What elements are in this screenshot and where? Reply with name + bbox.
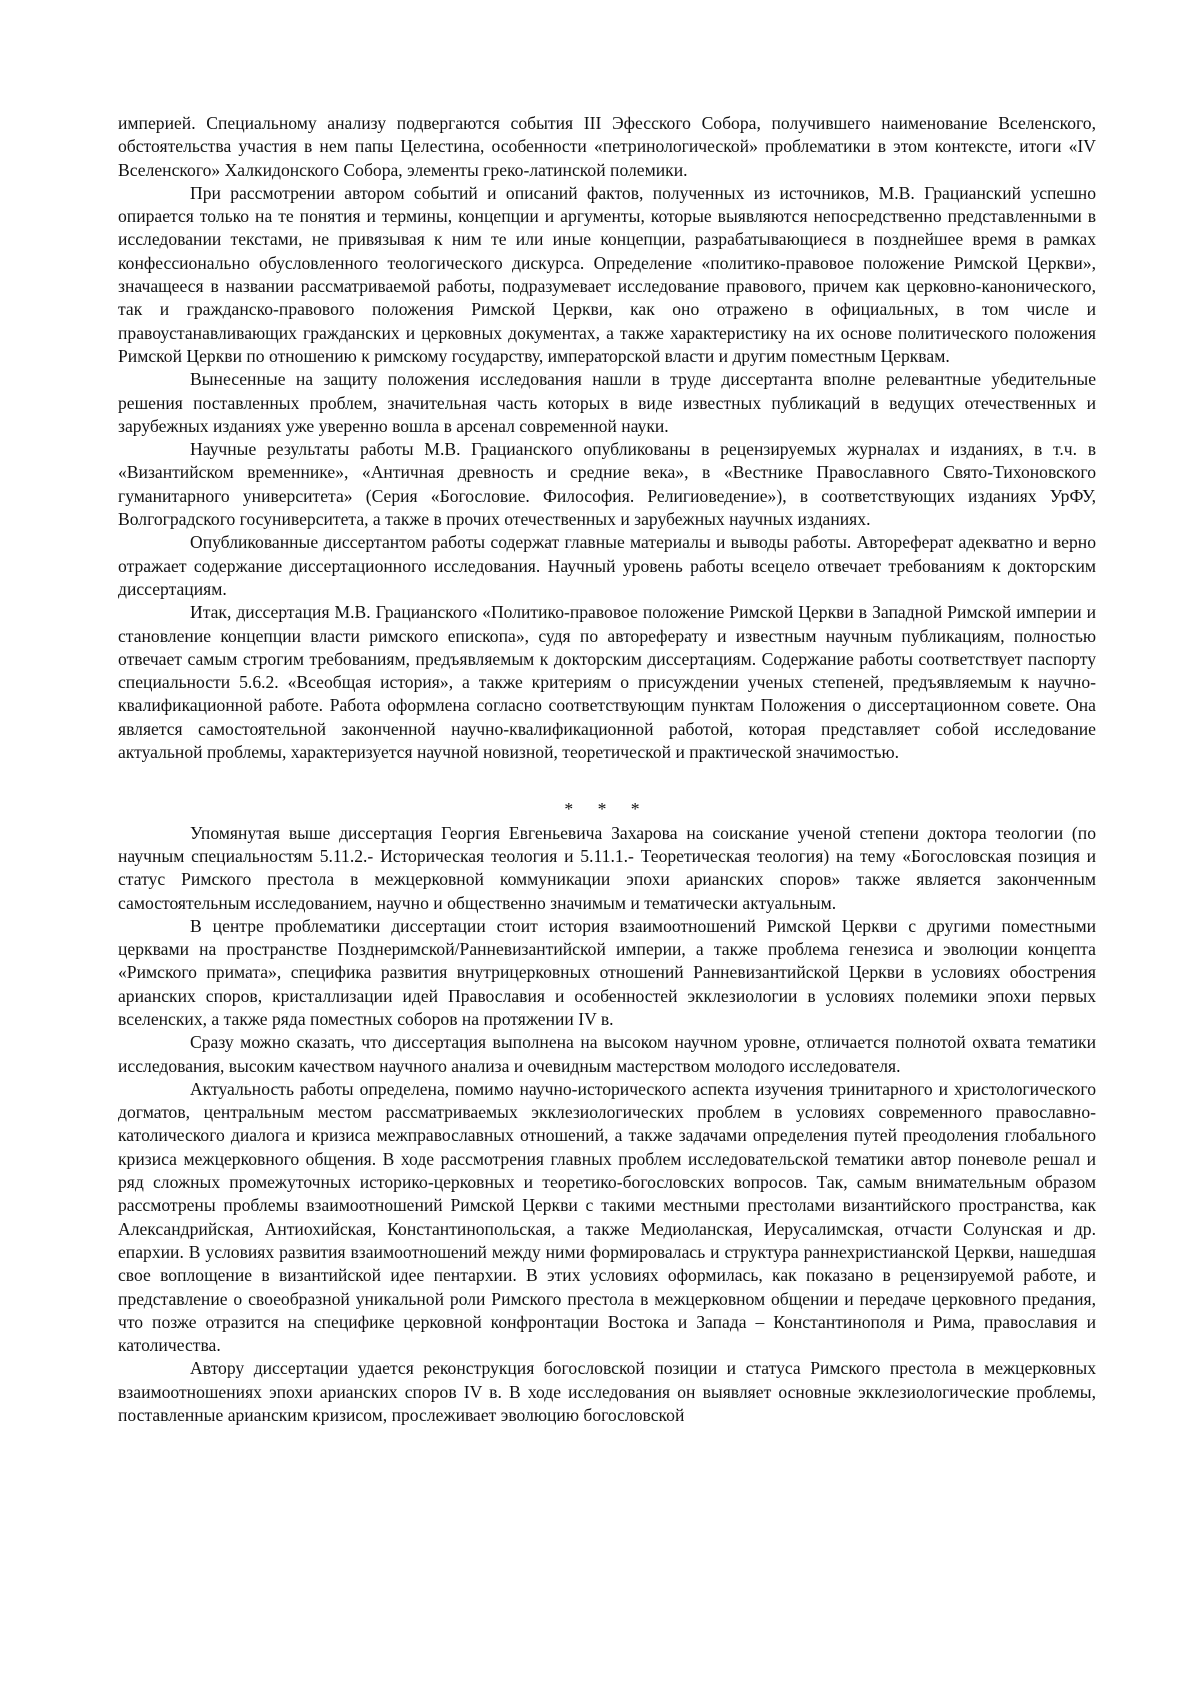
paragraph-conclusion: Итак, диссертация М.В. Грацианского «Политико-правовое положение Римской Церкви в Западной Римской империи и становление концепции власти римского епископа», судя по автореферату и известным научным публикациям, полностью отвечает самым строгим требованиям, предъявляемым к докторским диссертациям. Содержание работы соответствует паспорту специальности 5.6.2. «Всеобщая история», а также критериям о присуждении ученых степеней, предъявляемым к научно-квалификационной работе. Работа оформлена согласно соответствующим пунктам Положения о диссертационном совете. Она является самостоятельной законченной научно-квалификационной работой, которая представляет собой исследование актуальной проблемы, характеризуется научной новизной, теоретической и практической значимостью. — [118, 602, 1096, 763]
paragraph-defense-positions: Вынесенные на защиту положения исследования нашли в труде диссертанта вполне релевантные убедительные решения поставленных проблем, значительная часть которых в виде известных публикаций в ведущих отечественных и зарубежных изданиях уже уверенно вошла в арсенал современной науки. — [118, 369, 1096, 436]
section-divider: * * * — [564, 799, 650, 820]
paragraph-publications: Научные результаты работы М.В. Грацианского опубликованы в рецензируемых журналах и изданиях, в т.ч. в «Византийском временнике», «Античная древность и средние века», в «Вестнике Православного Свято-Тихоновского гуманитарного университета» (Серия «Богословие. Философия. Религиоведение»), в соответствующих изданиях УрФУ, Волгоградского госуниверситета, а также в прочих отечественных и зарубежных научных изданиях. — [118, 439, 1096, 530]
paragraph-reconstruction: Автору диссертации удается реконструкция богословской позиции и статуса Римского престола в межцерковных взаимоотношениях эпохи арианских споров IV в. В ходе исследования он выявляет основные экклезиологические проблемы, поставленные арианским кризисом, прослеживает эволюцию богословской — [118, 1358, 1096, 1426]
paragraph-abstract: Опубликованные диссертантом работы содержат главные материалы и выводы работы. Автореферат адекватно и верно отражает содержание диссертационного исследования. Научный уровень работы всецело отвечает требованиям к докторским диссертациям. — [118, 532, 1096, 599]
paragraph-relevance: Актуальность работы определена, помимо научно-исторического аспекта изучения тринитарного и христологического догматов, центральным местом рассматриваемых экклезиологических проблем в условиях современного православно-католического диалога и кризиса межправославных отношений, а также задачами определения путей преодоления глобального кризиса межцерковного общения. В ходе рассмотрения главных проблем исследовательской тематики автор поневоле решал и ряд сложных промежуточных историко-церковных и теоретико-богословских вопросов. Так, самым внимательным образом рассмотрены проблемы взаимоотношений Римской Церкви с такими местными престолами византийского пространства, как Александрийская, Антиохийская, Константинопольская, а также Медиоланская, Иерусалимская, отчасти Солунская и др. епархии. В условиях развития взаимоотношений между ними формировалась и структура раннехристианской Церкви, нашедшая свое воплощение в византийской идее пентархии. В этих условиях оформилась, как показано в рецензируемой работе, и представление о своеобразной уникальной роли Римского престола в межцерковном общении и передаче церковного предания, что позже отразится на специфике церковной конфронтации Востока и Запада – Константинополя и Рима, православия и католичества. — [118, 1078, 1096, 1356]
paragraph-sources-analysis: При рассмотрении автором событий и описаний фактов, полученных из источников, М.В. Грацианский успешно опирается только на те понятия и термины, концепции и аргументы, которые выявляются непосредственно представленными в исследовании текстами, не привязывая к ним те или иные концепции, разрабатывающиеся в позднейшее время в рамках конфессионально обусловленного теологического дискурса. Определение «политико-правовое положение Римской Церкви», значащееся в названии рассматриваемой работы, подразумевает исследование правового, причем как церковно-канонического, так и гражданско-правового положения Римской Церкви, как оно отражено в официальных, в том числе и правоустанавливающих гражданских и церковных документах, а также характеристику на их основе политического положения Римской Церкви по отношению к римскому государству, императорской власти и другим поместным Церквам. — [118, 182, 1096, 366]
paragraph-problematics: В центре проблематики диссертации стоит история взаимоотношений Римской Церкви с другими поместными церквами на пространстве Позднеримской/Ранневизантийской империи, а также проблема генезиса и эволюции концепта «Римского примата», специфика развития внутрицерковных отношений Ранневизантийской Церкви в условиях обострения арианских споров, кристаллизации идей Православия и особенностей экклезиологии в условиях полемики эпохи первых вселенских, а также ряда поместных соборов на протяжении IV в. — [118, 915, 1096, 1029]
paragraph-continuation: империей. Специальному анализу подвергаются события III Эфесского Собора, получившего наименование Вселенского, обстоятельства участия в нем папы Целестина, особенности «петринологической» проблематики в этом контексте, итоги «IV Вселенского» Халкидонского Собора, элементы греко-латинской полемики. — [118, 113, 1096, 180]
document-page — [118, 112, 1096, 1427]
paragraph-scientific-level: Сразу можно сказать, что диссертация выполнена на высоком научном уровне, отличается полнотой охвата тематики исследования, высоким качеством научного анализа и очевидным мастерством молодого исследователя. — [118, 1032, 1096, 1076]
paragraph-zakharov-intro: Упомянутая выше диссертация Георгия Евгеньевича Захарова на соискание ученой степени доктора теологии (по научным специальностям 5.11.2.- Историческая теология и 5.11.1.- Теоретическая теология) на тему «Богословская позиция и статус Римского престола в межцерковной коммуникации эпохи арианских споров» также является законченным самостоятельным исследованием, научно и общественно значимым и тематически актуальным. — [118, 822, 1096, 913]
